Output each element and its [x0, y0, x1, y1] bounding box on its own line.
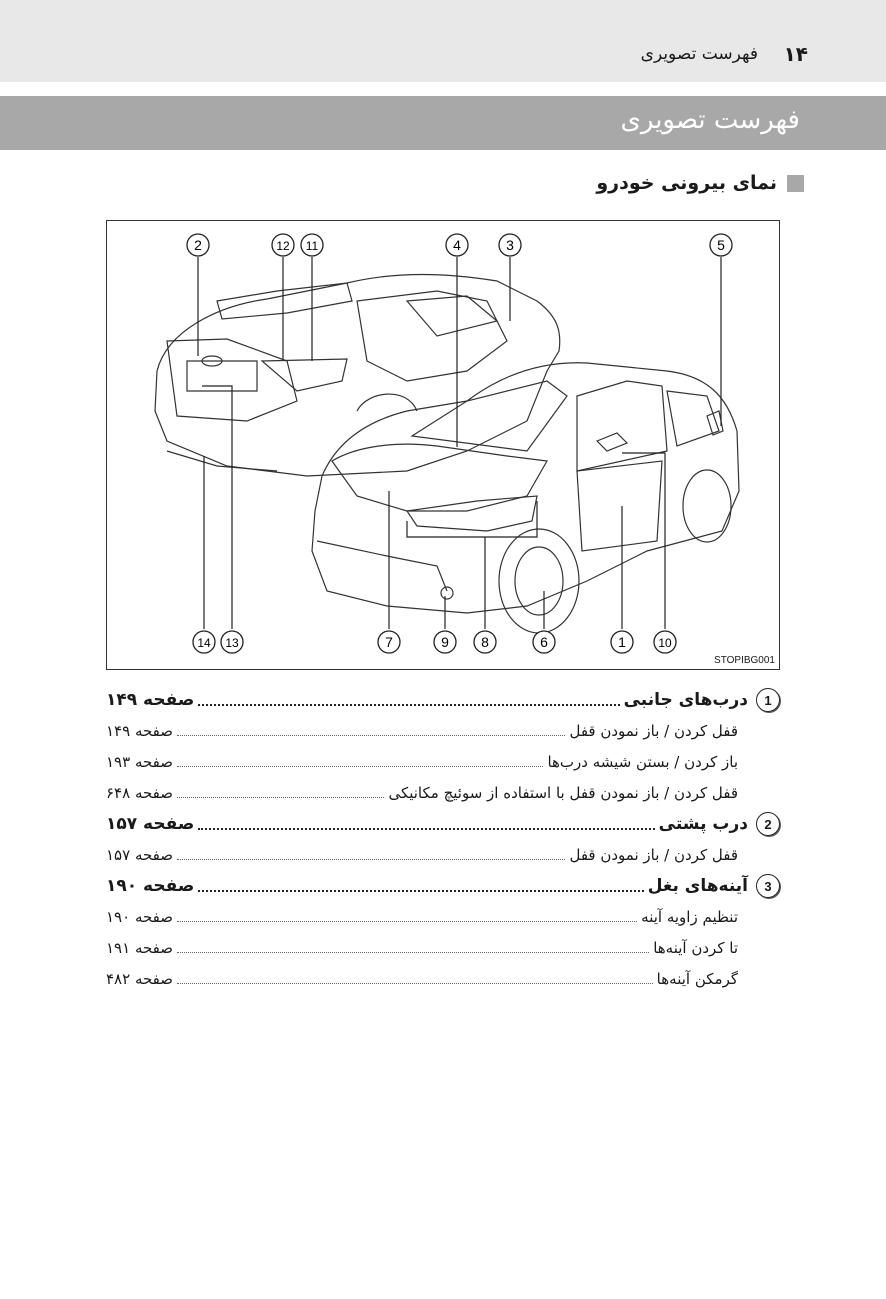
svg-text:7: 7 [385, 634, 393, 650]
page-reference[interactable]: صفحه ۱۹۱ [106, 938, 173, 957]
list-item[interactable] [106, 684, 780, 715]
svg-text:13: 13 [225, 636, 239, 650]
page-reference[interactable]: صفحه ۱۴۹ [106, 689, 195, 710]
callout-3 [499, 234, 521, 256]
callout-14 [193, 631, 215, 653]
list-item[interactable] [106, 777, 780, 808]
item-label: درب پشتی [658, 813, 748, 834]
item-label: گرمکن آینه‌ها [656, 969, 738, 988]
list-item[interactable] [106, 715, 780, 746]
svg-text:12: 12 [276, 239, 290, 253]
callout-10 [654, 631, 676, 653]
callout-6 [533, 631, 555, 653]
item-number-badge: 1 [756, 688, 780, 712]
item-number-badge: 3 [756, 874, 780, 898]
figure-code: STOPIBG001 [714, 655, 775, 666]
svg-text:6: 6 [540, 634, 548, 650]
callout-9 [434, 631, 456, 653]
svg-text:2: 2 [194, 237, 202, 253]
dot-leader [177, 859, 565, 860]
dot-leader [177, 735, 565, 736]
page-reference[interactable]: صفحه ۱۹۰ [106, 907, 173, 926]
callout-8 [474, 631, 496, 653]
car-drawing [107, 221, 779, 669]
item-label: باز کردن / بستن شیشه درب‌ها [547, 752, 738, 771]
dot-leader [177, 983, 653, 984]
callout-11 [301, 234, 323, 256]
dot-leader [198, 890, 643, 892]
dot-leader [177, 797, 384, 798]
dot-leader [177, 766, 543, 767]
dot-leader [177, 952, 649, 953]
svg-text:9: 9 [441, 634, 449, 650]
item-number-badge: 2 [756, 812, 780, 836]
item-label: قفل کردن / باز نمودن قفل [569, 721, 738, 740]
callout-1 [611, 631, 633, 653]
item-label: آینه‌های بغل [647, 875, 748, 896]
list-item[interactable] [106, 901, 780, 932]
callout-4 [446, 234, 468, 256]
dot-leader [198, 704, 619, 706]
dot-leader [177, 921, 637, 922]
svg-text:5: 5 [717, 237, 725, 253]
callout-5 [710, 234, 732, 256]
dot-leader [198, 828, 654, 830]
item-label: درب‌های جانبی [623, 689, 748, 710]
callout-7 [378, 631, 400, 653]
item-label: قفل کردن / باز نمودن قفل با استفاده از سوئیچ مکانیکی [388, 783, 738, 802]
page-reference[interactable]: صفحه ۱۴۹ [106, 721, 173, 740]
svg-text:10: 10 [658, 636, 672, 650]
svg-text:8: 8 [481, 634, 489, 650]
title-band [0, 96, 886, 150]
list-item[interactable] [106, 870, 780, 901]
section-title: نمای بیرونی خودرو [596, 172, 777, 194]
svg-text:1: 1 [618, 634, 626, 650]
page-title: فهرست تصویری [620, 105, 800, 135]
list-item[interactable] [106, 808, 780, 839]
callout-12 [272, 234, 294, 256]
svg-text:11: 11 [305, 239, 319, 253]
callout-2 [187, 234, 209, 256]
page-reference[interactable]: صفحه ۱۵۷ [106, 845, 173, 864]
vehicle-exterior-illustration [106, 220, 780, 670]
item-label: تا کردن آینه‌ها [653, 938, 738, 957]
item-label: تنظیم زاویه آینه [641, 907, 738, 926]
section-square-icon [787, 175, 804, 192]
section-heading [596, 172, 804, 194]
list-item[interactable] [106, 963, 780, 994]
page-reference[interactable]: صفحه ۱۹۳ [106, 752, 173, 771]
page-reference[interactable]: صفحه ۴۸۲ [106, 969, 173, 988]
page-reference[interactable]: صفحه ۶۴۸ [106, 783, 173, 802]
svg-text:14: 14 [197, 636, 211, 650]
running-title: فهرست تصویری [640, 44, 758, 64]
svg-text:4: 4 [453, 237, 461, 253]
item-label: قفل کردن / باز نمودن قفل [569, 845, 738, 864]
svg-text:3: 3 [506, 237, 514, 253]
list-item[interactable] [106, 932, 780, 963]
list-item[interactable] [106, 746, 780, 777]
page-number: ۱۴ [783, 42, 808, 66]
list-item[interactable] [106, 839, 780, 870]
page-reference[interactable]: صفحه ۱۹۰ [106, 875, 195, 896]
page-reference[interactable]: صفحه ۱۵۷ [106, 813, 195, 834]
page-header [0, 0, 886, 82]
index-list [106, 684, 780, 994]
callout-13 [221, 631, 243, 653]
